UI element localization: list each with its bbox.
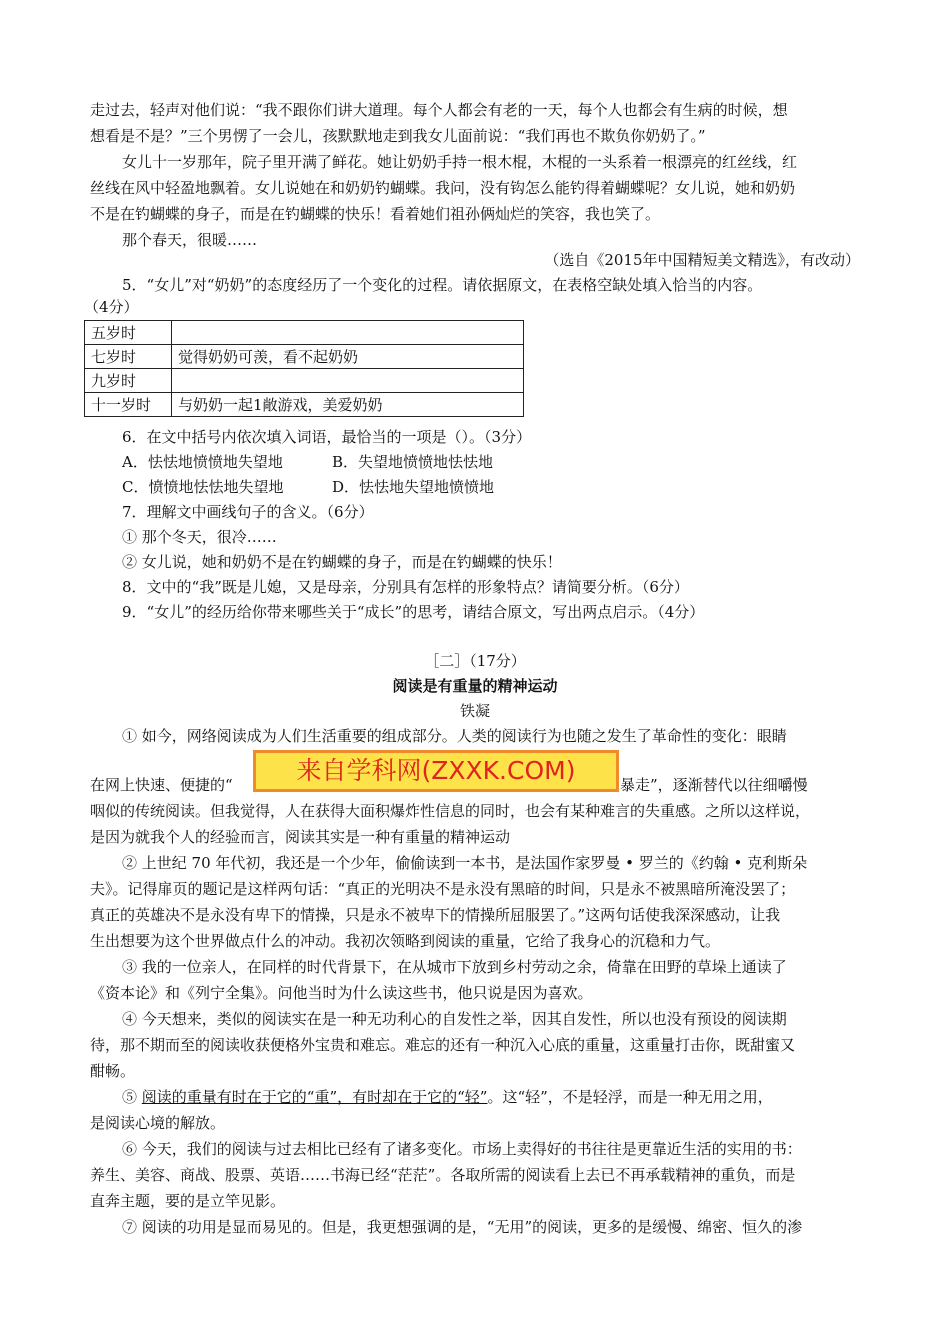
question-5-score: （4分） — [84, 298, 139, 316]
table-cell-answer[interactable] — [172, 369, 524, 393]
question-7-item-1: ① 那个冬天，很冷…… — [122, 528, 277, 546]
text-line: 酣畅。 — [90, 1062, 136, 1080]
question-8: 8．文中的“我”既是儿媳，又是母亲，分别具有怎样的形象特点？请简要分析。（6分） — [122, 578, 689, 596]
text-line: 暴走”，逐渐替代以往细嚼慢 — [620, 776, 808, 794]
text-line: 养生、美容、商战、股票、英语……书海已经“茫茫”。各取所需的阅读看上去已不再承载精神的重负，而是 — [90, 1166, 796, 1184]
table-row — [85, 393, 524, 417]
story-paragraph-3: 那个春天，很暖…… — [122, 231, 258, 249]
text-line: 女儿十一岁那年，院子里开满了鲜花。她让奶奶手持一根木棍，木棍的一头系着一根漂亮的红丝线，红 — [122, 153, 798, 171]
option-d: D．怯怯地失望地愤愤地 — [332, 478, 495, 496]
answer-table — [84, 320, 524, 417]
question-7-item-2: ② 女儿说，她和奶奶不是在钓蝴蝶的身子，而是在钓蝴蝶的快乐！ — [122, 553, 562, 571]
text-line: 真正的英雄决不是永没有卑下的情操，只是永不被卑下的情操所屈服罢了。”这两句话使我深深感动，让我 — [90, 906, 781, 924]
table-row — [85, 369, 524, 393]
text-line: 想看是不是？”三个男愣了一会儿，孩默默地走到我女儿面前说：“我们再也不欺负你奶奶了。” — [90, 127, 706, 145]
underlined-sentence: 阅读的重量有时在于它的“重”，有时却在于它的“轻” — [141, 1088, 488, 1106]
option-a: A．怯怯地愤愤地失望地 — [122, 453, 283, 471]
text-line: 丝线在风中轻盈地飘着。女儿说她在和奶奶钓蝴蝶。我问，没有钩怎么能钓得着蝴蝶呢？女儿说，她和奶奶 — [90, 179, 796, 197]
table-cell-age: 十一岁时 — [85, 393, 172, 417]
section-heading: ［二］（17分） — [424, 652, 526, 670]
text-line: 生出想要为这个世界做点什么的冲动。我初次领略到阅读的重量，它给了我身心的沉稳和力气。 — [90, 932, 721, 950]
paragraph-number: ⑤ — [122, 1088, 142, 1106]
text-line: ② 上世纪 70 年代初，我还是一个少年，偷偷读到一本书，是法国作家罗曼 • 罗兰的《约翰 • 克利斯朵 — [122, 854, 808, 872]
table-cell-answer: 觉得奶奶可羡，看不起奶奶 — [172, 345, 524, 369]
text-line: ③ 我的一位亲人，在同样的时代背景下，在从城市下放到乡村劳动之余，倚靠在田野的草垛上通读了 — [122, 958, 787, 976]
text-span: 。这“轻”，不是轻浮，而是一种无用之用， — [487, 1088, 773, 1106]
table-cell-answer: 与奶奶一起1敞游戏，美爱奶奶 — [172, 393, 524, 417]
text-line: 夫》。记得扉页的题记是这样两句话：“真正的光明决不是永没有黑暗的时间，只是永不被黑暗所淹没罢了； — [90, 880, 796, 898]
table-cell-age: 五岁时 — [85, 321, 172, 345]
text-line: 在网上快速、便捷的“ — [90, 776, 233, 794]
essay-paragraph-7: ⑦ 阅读的功用是显而易见的。但是，我更想强调的是，“无用”的阅读，更多的是缓慢、绵密、恒久的渗 — [122, 1218, 803, 1236]
option-c: C．愤愤地怯怯地失望地 — [122, 478, 284, 496]
text-line: 咽似的传统阅读。但我觉得，人在获得大面积爆炸性信息的同时，也会有某种难言的失重感。之所以这样说， — [90, 802, 811, 820]
essay-paragraph-1: ① 如今，网络阅读成为人们生活重要的组成部分。人类的阅读行为也随之发生了革命性的变化：眼睛 — [122, 727, 787, 745]
text-line: 是阅读心境的解放。 — [90, 1114, 226, 1132]
table-cell-age: 七岁时 — [85, 345, 172, 369]
source-citation: （选自《2015年中国精短美文精选》，有改动） — [544, 251, 860, 269]
option-b: B．失望地愤愤地怯怯地 — [332, 453, 494, 471]
table-cell-age: 九岁时 — [85, 369, 172, 393]
question-6: 6．在文中括号内依次填入词语，最恰当的一项是（）。（3分） — [122, 428, 532, 446]
watermark-stamp: 来自学科网(ZXXK.COM) — [253, 750, 619, 792]
text-line: 不是在钓蝴蝶的身子，而是在钓蝴蝶的快乐！看着她们祖孙俩灿烂的笑容，我也笑了。 — [90, 205, 661, 223]
text-line: 直奔主题，要的是立竿见影。 — [90, 1192, 286, 1210]
text-line: 《资本论》和《列宁全集》。问他当时为什么读这些书，他只说是因为喜欢。 — [90, 984, 593, 1002]
text-line: 走过去，轻声对他们说：“我不跟你们讲大道理。每个人都会有老的一天，每个人也都会有生病的时候，想 — [90, 101, 788, 119]
table-row — [85, 321, 524, 345]
question-5: 5．“女儿”对“奶奶”的态度经历了一个变化的过程。请依据原文，在表格空缺处填入恰当的内容。 — [122, 276, 763, 294]
text-line: ④ 今天想来，类似的阅读实在是一种无功利心的自发性之举，因其自发性，所以也没有预设的阅读期 — [122, 1010, 787, 1028]
essay-author: 铁凝 — [459, 702, 490, 720]
table-row — [85, 345, 524, 369]
text-line: 是因为就我个人的经验而言，阅读其实是一种有重量的精神运动 — [90, 828, 511, 846]
question-9: 9．“女儿”的经历给你带来哪些关于“成长”的思考，请结合原文，写出两点启示。（4分） — [122, 603, 705, 621]
table-cell-answer[interactable] — [172, 321, 524, 345]
text-line: ⑥ 今天，我们的阅读与过去相比已经有了诸多变化。市场上卖得好的书往往是更靠近生活的实用的书： — [122, 1140, 802, 1158]
essay-title: 阅读是有重量的精神运动 — [392, 677, 558, 695]
question-7: 7．理解文中画线句子的含义。（6分） — [122, 503, 374, 521]
text-line: 待，那不期而至的阅读收获便格外宝贵和难忘。难忘的还有一种沉入心底的重量，这重量打击你，既甜蜜又 — [90, 1036, 796, 1054]
essay-paragraph-5 — [122, 1084, 860, 1110]
